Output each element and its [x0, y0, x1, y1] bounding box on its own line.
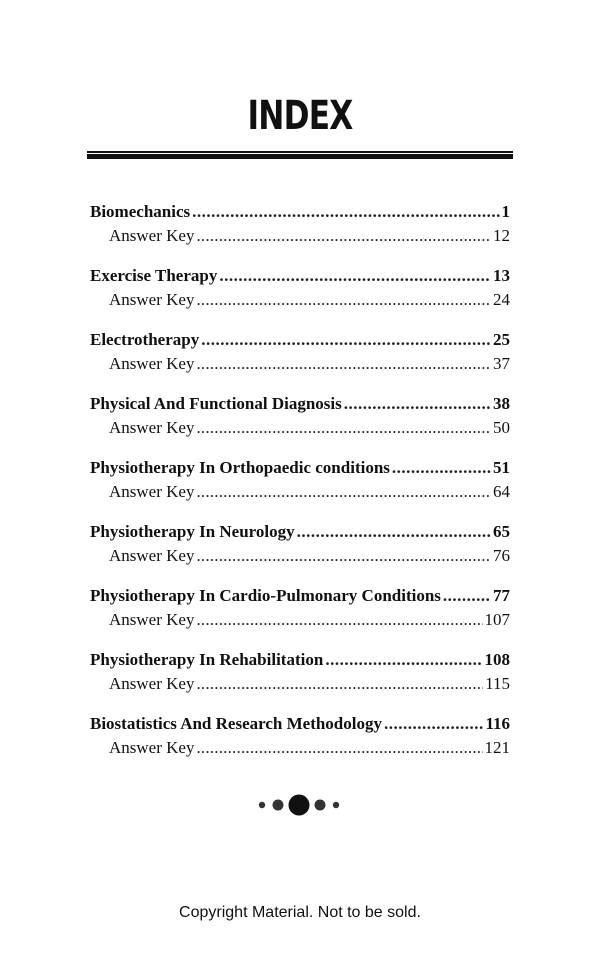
page-title: INDEX [247, 93, 353, 139]
dot-leader [443, 584, 491, 608]
topic-page-number: 108 [484, 650, 510, 669]
dot-leader [196, 736, 482, 760]
answer-key-page-number: 115 [485, 674, 510, 693]
answer-key-label: Answer Key [109, 610, 195, 629]
toc-entry-answer-key[interactable] [90, 608, 510, 632]
toc-entry-topic[interactable] [90, 200, 510, 224]
toc-section [90, 200, 510, 248]
toc-entry-answer-key[interactable] [90, 736, 510, 760]
toc-entry-answer-key[interactable] [90, 672, 510, 696]
dot-leader [192, 200, 499, 224]
topic-label: Physiotherapy In Orthopaedic conditions [90, 458, 390, 477]
dot-leader [196, 672, 483, 696]
dot-leader [384, 712, 483, 736]
dot-leader [201, 328, 491, 352]
answer-key-page-number: 50 [493, 418, 510, 437]
toc-entry-topic[interactable] [90, 712, 510, 736]
dot-leader [344, 392, 491, 416]
dot-leader [325, 648, 482, 672]
toc-entry-answer-key[interactable] [90, 416, 510, 440]
toc-section [90, 456, 510, 504]
topic-page-number: 65 [493, 522, 510, 541]
toc-section [90, 328, 510, 376]
answer-key-label: Answer Key [109, 546, 195, 565]
ornament-dot-medium-left [273, 800, 284, 811]
toc-entry-answer-key[interactable] [90, 480, 510, 504]
topic-label: Physical And Functional Diagnosis [90, 394, 342, 413]
answer-key-page-number: 12 [493, 226, 510, 245]
toc-entry-topic[interactable] [90, 520, 510, 544]
dot-leader [196, 608, 482, 632]
toc-entry-answer-key[interactable] [90, 352, 510, 376]
topic-label: Physiotherapy In Rehabilitation [90, 650, 324, 669]
toc-entry-answer-key[interactable] [90, 224, 510, 248]
answer-key-page-number: 121 [484, 738, 510, 757]
answer-key-label: Answer Key [109, 738, 195, 757]
topic-label: Biomechanics [90, 202, 191, 221]
topic-label: Exercise Therapy [90, 266, 218, 285]
toc-entry-topic[interactable] [90, 648, 510, 672]
topic-label: Electrotherapy [90, 330, 200, 349]
dot-leader [392, 456, 491, 480]
answer-key-label: Answer Key [109, 226, 195, 245]
answer-key-label: Answer Key [109, 418, 195, 437]
toc-section [90, 648, 510, 696]
dot-leader [196, 480, 491, 504]
toc-entry-answer-key[interactable] [90, 544, 510, 568]
toc-entry-topic[interactable] [90, 264, 510, 288]
dot-leader [196, 288, 491, 312]
answer-key-page-number: 24 [493, 290, 510, 309]
title-rule-thin [87, 151, 513, 153]
ornament-dot-medium-right [315, 800, 326, 811]
answer-key-page-number: 76 [493, 546, 510, 565]
ornament-dot-large-center [289, 795, 310, 816]
toc-entry-topic[interactable] [90, 328, 510, 352]
toc-section [90, 264, 510, 312]
toc-section [90, 712, 510, 760]
copyright-notice: Copyright Material. Not to be sold. [179, 904, 421, 921]
toc-entry-answer-key[interactable] [90, 288, 510, 312]
answer-key-page-number: 64 [493, 482, 510, 501]
answer-key-label: Answer Key [109, 674, 195, 693]
answer-key-page-number: 107 [484, 610, 510, 629]
dot-leader [219, 264, 491, 288]
dot-leader [196, 224, 491, 248]
ornament-dot-small-right [333, 802, 339, 808]
table-of-contents [90, 200, 510, 776]
dot-leader [196, 352, 491, 376]
dot-leader [196, 544, 491, 568]
toc-section [90, 520, 510, 568]
dot-leader [297, 520, 491, 544]
dot-ornament-icon [0, 792, 600, 818]
topic-page-number: 13 [493, 266, 510, 285]
topic-label: Physiotherapy In Cardio-Pulmonary Conditions [90, 586, 441, 605]
title-rule-thick [87, 154, 513, 159]
dot-leader [196, 416, 491, 440]
ornament-dot-small-left [259, 802, 265, 808]
toc-section [90, 584, 510, 632]
topic-page-number: 116 [485, 714, 510, 733]
answer-key-page-number: 37 [493, 354, 510, 373]
topic-label: Physiotherapy In Neurology [90, 522, 295, 541]
topic-page-number: 51 [493, 458, 510, 477]
topic-page-number: 38 [493, 394, 510, 413]
topic-label: Biostatistics And Research Methodology [90, 714, 382, 733]
topic-page-number: 25 [493, 330, 510, 349]
answer-key-label: Answer Key [109, 354, 195, 373]
toc-section [90, 392, 510, 440]
answer-key-label: Answer Key [109, 290, 195, 309]
answer-key-label: Answer Key [109, 482, 195, 501]
topic-page-number: 1 [501, 202, 510, 221]
toc-entry-topic[interactable] [90, 584, 510, 608]
toc-entry-topic[interactable] [90, 392, 510, 416]
toc-entry-topic[interactable] [90, 456, 510, 480]
topic-page-number: 77 [493, 586, 510, 605]
